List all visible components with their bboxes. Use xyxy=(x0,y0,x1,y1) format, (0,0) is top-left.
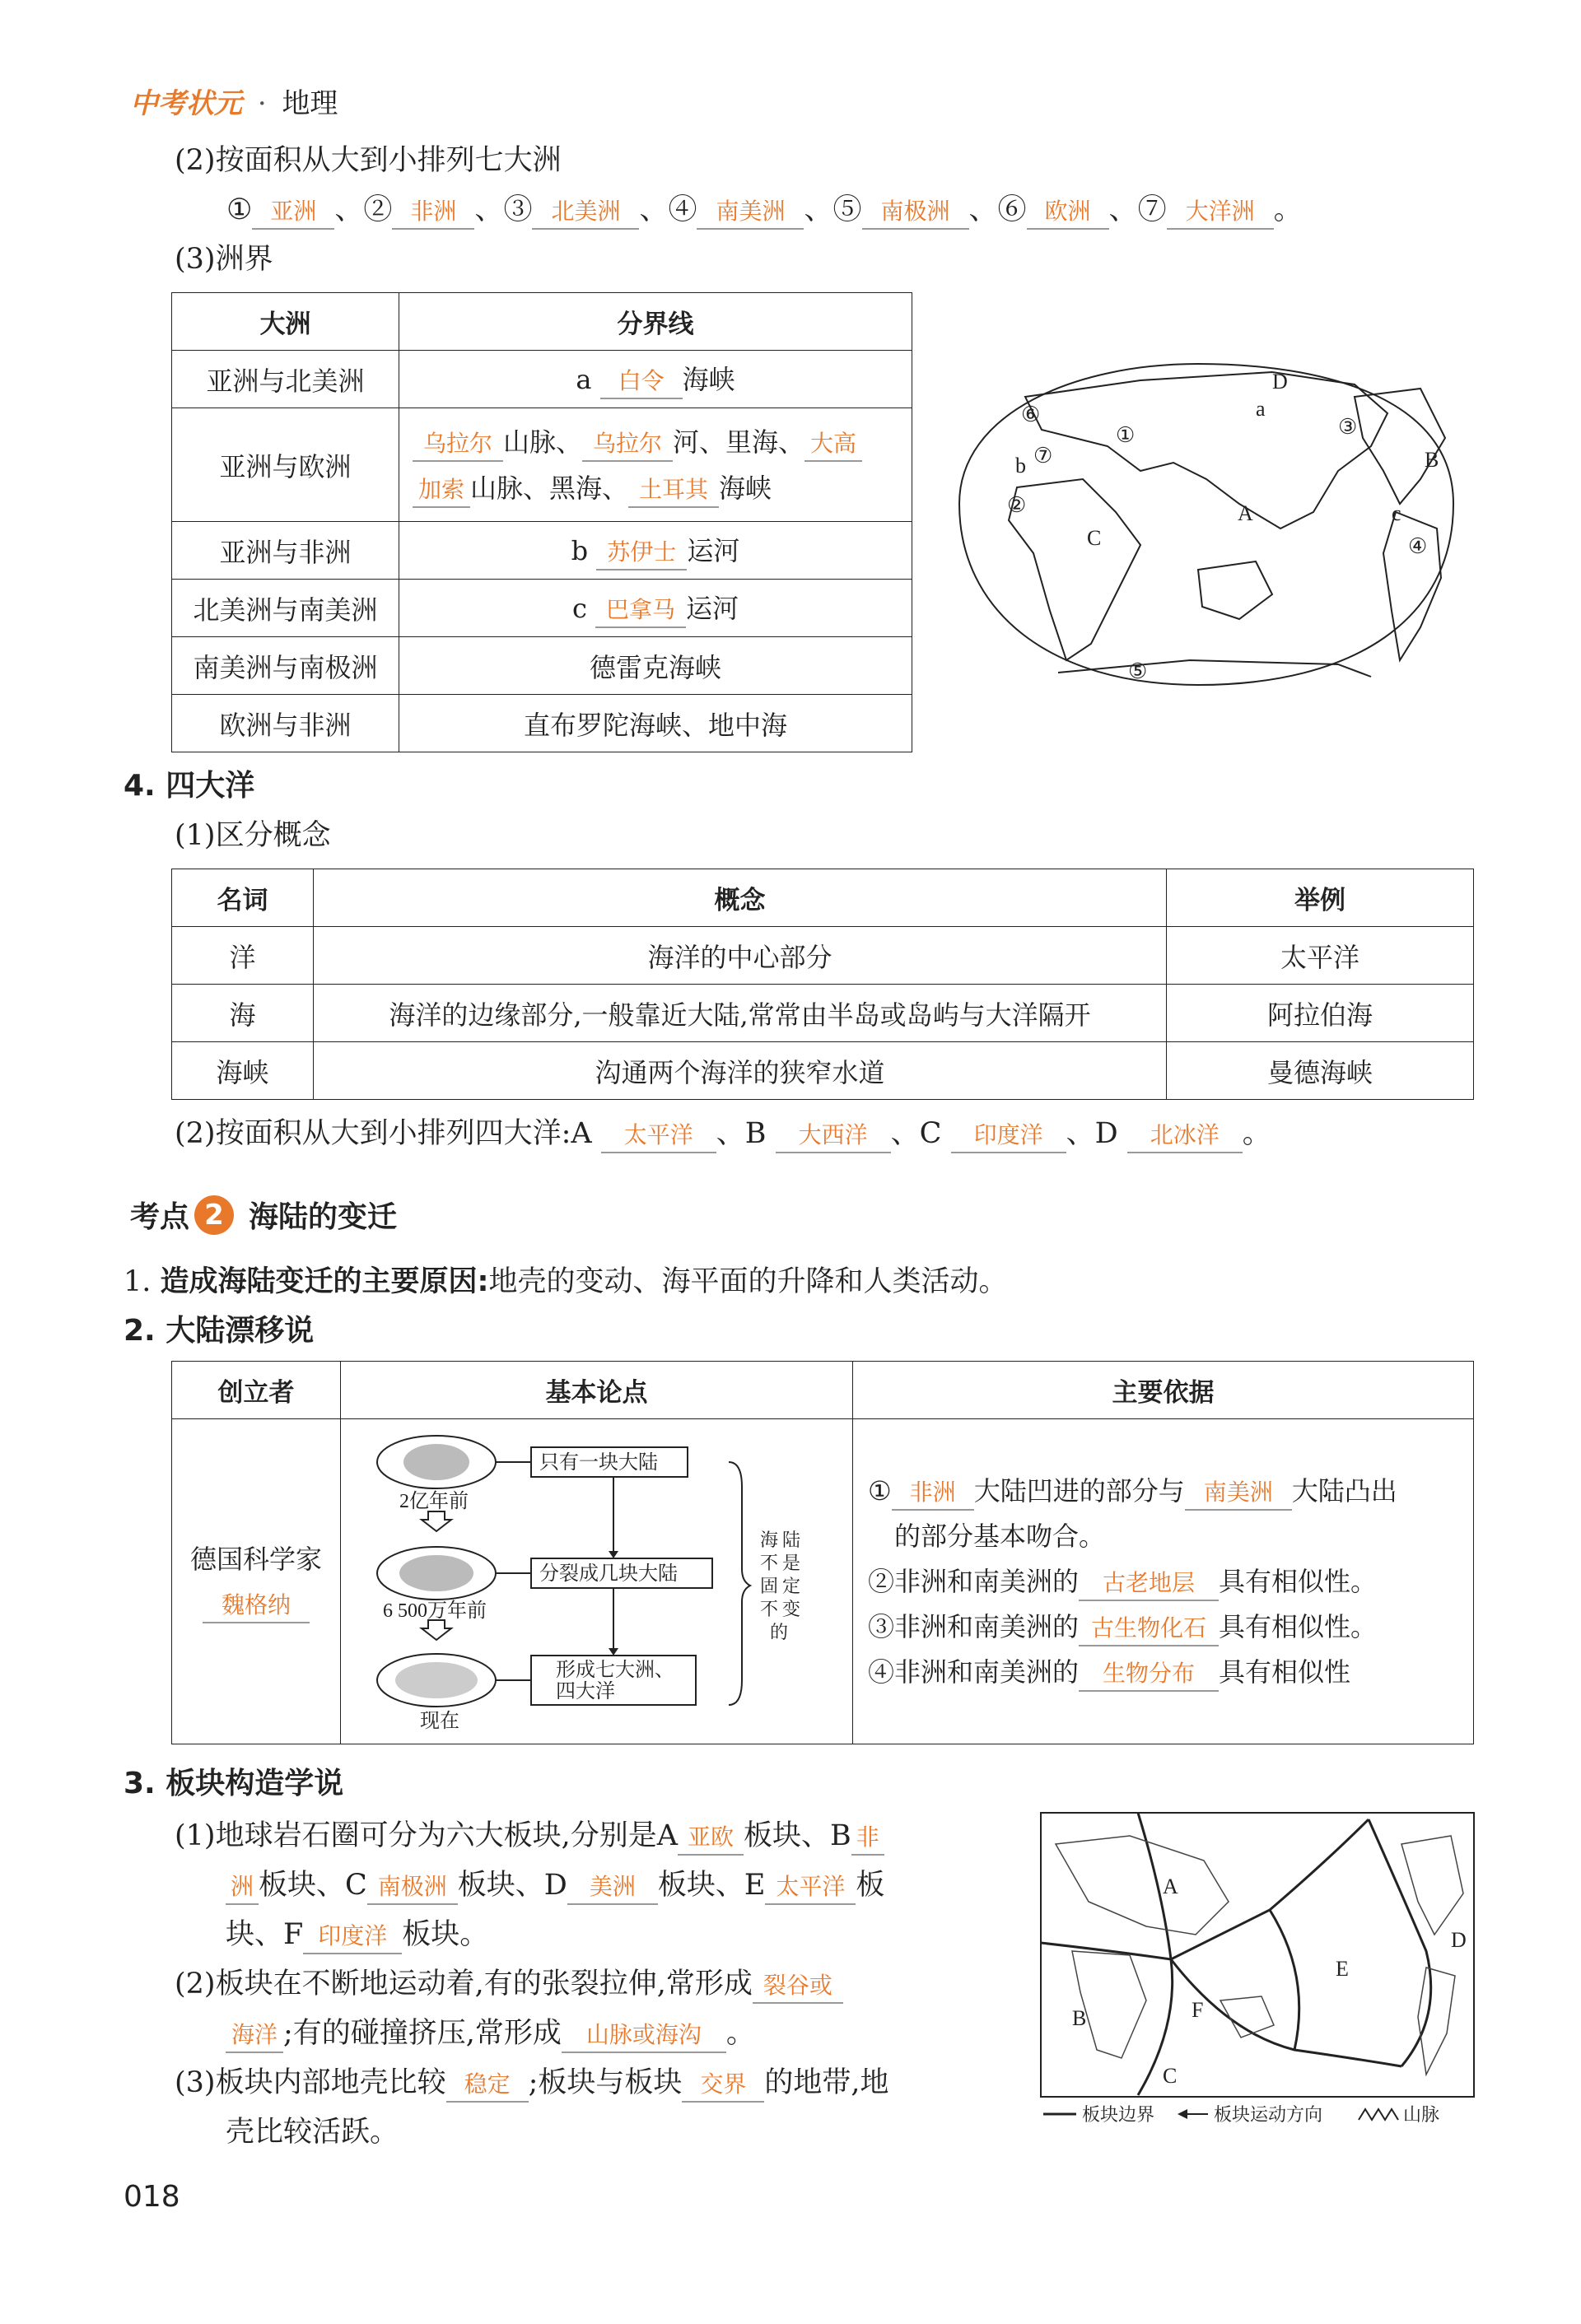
diagram-box-1: 只有一块大陆 xyxy=(539,1452,658,1474)
table-cell: c 巴拿马 运河 xyxy=(399,580,912,637)
world-map xyxy=(926,347,1478,693)
oceans-sub1: (1)区分概念 xyxy=(175,819,331,852)
legend-arrow-icon xyxy=(1178,2109,1208,2119)
plate-boundary-line xyxy=(1369,1819,1431,2066)
page-number: 018 xyxy=(124,2180,180,2214)
oceans-title: 4. 四大洋 xyxy=(124,769,255,803)
table-row: 洋 海洋的中心部分 太平洋 xyxy=(172,927,1474,985)
plate-boundary-line xyxy=(1138,1813,1173,2095)
side-note-char: 海 xyxy=(759,1530,778,1550)
answer-blank: 魏格纳 xyxy=(203,1589,310,1623)
globe-icon xyxy=(395,1662,478,1698)
map-label-c: c xyxy=(1392,501,1401,525)
legend-boundary: 板块边界 xyxy=(1082,2104,1155,2125)
diagram-cell xyxy=(341,1419,853,1744)
answer-blank: 大西洋 xyxy=(776,1119,891,1153)
side-note-char: 不 xyxy=(759,1599,778,1619)
continent-outline xyxy=(1418,1968,1455,2075)
answer-blank: 北冰洋 xyxy=(1127,1119,1243,1153)
order-number: ⑥ xyxy=(997,193,1027,226)
answer-blank: 非洲 xyxy=(392,195,474,230)
col-header-continent: 大洲 xyxy=(172,293,399,351)
map-label-A: A xyxy=(1238,501,1253,525)
boundary-title: (3)洲界 xyxy=(175,243,273,276)
col-header-boundary: 分界线 xyxy=(399,293,912,351)
col-header-concept: 概念 xyxy=(314,869,1167,927)
map-label-C: C xyxy=(1087,526,1102,550)
plate-map xyxy=(1039,1811,1476,2128)
oceans-order-line: (2)按面积从大到小排列四大洋:A 太平洋 、B 大西洋 、C 印度洋 、D 北冰洋 。 xyxy=(175,1111,1271,1156)
answer-blank: 太平洋 xyxy=(601,1119,716,1153)
continent-outline xyxy=(1401,1836,1463,1935)
table-row: 海 海洋的边缘部分,一般靠近大陆,常常由半岛或岛屿与大洋隔开 阿拉伯海 xyxy=(172,985,1474,1042)
col-header-term: 名词 xyxy=(172,869,314,927)
eurasia-shape xyxy=(1025,372,1387,529)
table-row-label: 欧洲与非洲 xyxy=(172,695,399,752)
table-cell: 直布罗陀海峡、地中海 xyxy=(399,695,912,752)
map-label-n1: ① xyxy=(1116,423,1136,447)
plate-boundary-line xyxy=(1171,1959,1401,2066)
map-label-n7: ⑦ xyxy=(1033,444,1053,468)
order-number: ⑤ xyxy=(832,193,862,226)
side-note-char: 变 xyxy=(781,1599,800,1619)
diagram-box-3a: 形成七大洲、 xyxy=(555,1660,674,1681)
diagram-box-2: 分裂成几块大陆 xyxy=(539,1563,678,1585)
table-cell: 乌拉尔 山脉、 乌拉尔 河、里海、 大高 加索 山脉、黑海、 土耳其 海峡 xyxy=(399,408,912,522)
plate-boundary-line xyxy=(1270,1910,1299,2050)
kaodian-heading xyxy=(130,1194,397,1236)
map-label-D: D xyxy=(1272,370,1288,394)
map-label-n4: ④ xyxy=(1408,534,1428,558)
order-number: ③ xyxy=(503,193,533,226)
plate-label-A: A xyxy=(1163,1875,1178,1898)
side-note-char: 的 xyxy=(769,1622,788,1642)
drift-title: 2. 大陆漂移说 xyxy=(124,1314,315,1348)
diagram-box-3b: 四大洋 xyxy=(555,1681,615,1702)
table-row-label: 北美洲与南美洲 xyxy=(172,580,399,637)
drift-diagram xyxy=(366,1429,828,1734)
time-label-3: 现在 xyxy=(419,1711,459,1732)
map-label-n2: ② xyxy=(1007,493,1027,517)
page-header xyxy=(130,81,338,121)
table-row-label: 亚洲与非洲 xyxy=(172,522,399,580)
side-note-char: 固 xyxy=(759,1576,778,1596)
order-number: ① xyxy=(226,193,253,226)
north-america-shape xyxy=(1355,389,1445,504)
plate-label-B: B xyxy=(1072,2006,1087,2030)
arrow-down-icon xyxy=(422,1620,451,1640)
map-label-a: a xyxy=(1256,397,1266,421)
table-row-label: 亚洲与北美洲 xyxy=(172,351,399,408)
order-number: ② xyxy=(363,193,393,226)
continent-outline xyxy=(1072,1951,1146,2058)
boundary-table xyxy=(171,292,912,752)
table-cell: b 苏伊士 运河 xyxy=(399,522,912,580)
answer-blank: 亚洲 xyxy=(252,195,334,230)
side-note-char: 是 xyxy=(781,1553,800,1573)
cause-line: 1. 造成海陆变迁的主要原因:地壳的变动、海平面的升降和人类活动。 xyxy=(124,1265,1008,1298)
answer-blank: 欧洲 xyxy=(1027,195,1109,230)
africa-shape xyxy=(1009,479,1140,660)
col-header-example: 举例 xyxy=(1167,869,1474,927)
col-header-argument: 基本论点 xyxy=(341,1362,853,1419)
continent-outline xyxy=(1056,1836,1229,1935)
legend-mountain: 山脉 xyxy=(1403,2104,1440,2125)
map-label-n3: ③ xyxy=(1338,415,1358,439)
arrow-down-icon xyxy=(422,1511,451,1531)
plate-label-D: D xyxy=(1451,1928,1467,1952)
plate-title: 3. 板块构造学说 xyxy=(124,1767,344,1800)
answer-blank: 白令 xyxy=(600,365,683,399)
side-note-char: 陆 xyxy=(781,1530,800,1550)
oceans-table xyxy=(171,869,1474,1100)
col-header-evidence: 主要依据 xyxy=(853,1362,1474,1419)
header-subject: 地理 xyxy=(282,87,338,120)
drift-table xyxy=(171,1361,1474,1744)
mountain-icon xyxy=(1359,2109,1398,2120)
table-row: 海峡 沟通两个海洋的狭窄水道 曼德海峡 xyxy=(172,1042,1474,1100)
legend-direction: 板块运动方向 xyxy=(1214,2104,1323,2125)
table-row-label: 南美洲与南极洲 xyxy=(172,637,399,695)
answer-blank: 印度洋 xyxy=(951,1119,1066,1153)
table-cell: 德雷克海峡 xyxy=(399,637,912,695)
plate-label-C: C xyxy=(1163,2064,1178,2088)
order-number: ⑦ xyxy=(1137,193,1167,226)
side-note-char: 定 xyxy=(781,1576,800,1596)
continents-order-prompt: (2)按面积从大到小排列七大洲 xyxy=(175,144,562,177)
answer-blank: 北美洲 xyxy=(532,195,639,230)
answer-blank: 大洋洲 xyxy=(1167,195,1274,230)
table-row-label: 亚洲与欧洲 xyxy=(172,408,399,522)
answer-blank: 南极洲 xyxy=(862,195,969,230)
plate-text: (1)地球岩石圈可分为六大板块,分别是A 亚欧 板块、B 非 洲 板块、C 南极洲 板块、D 美洲 板块、E 太平洋 板 块、F 印度洋 板块。 (2)板块在不断地运动着,有的张裂拉伸,常形成 裂谷或 海洋 ;有的碰撞挤压,常形成 山脉或海沟 。 (3)板块内部地壳比较 稳定 ;板块与板块 交界 的地带,地 壳比较活跃。 xyxy=(175,1819,889,2149)
answer-blank: 南美洲 xyxy=(697,195,804,230)
side-note-char: 不 xyxy=(759,1553,778,1573)
time-label-1: 2亿年前 xyxy=(399,1491,469,1512)
globe-icon xyxy=(403,1444,469,1480)
continents-order-line: ① 亚洲 、② 非洲 、③ 北美洲 、④ 南美洲 、⑤ 南极洲 、⑥ 欧洲 、⑦ 大洋洲 。 xyxy=(226,188,1303,232)
order-number: ④ xyxy=(668,193,697,226)
table-cell: a 白令 海峡 xyxy=(399,351,912,408)
brand-logo: 中考状元 xyxy=(130,87,242,120)
globe-icon xyxy=(399,1555,473,1591)
plate-label-E: E xyxy=(1336,1957,1349,1981)
map-label-n5: ⑤ xyxy=(1128,659,1148,683)
plate-label-F: F xyxy=(1192,1998,1204,2022)
time-label-2: 6 500万年前 xyxy=(382,1600,487,1622)
australia-shape xyxy=(1198,561,1272,619)
col-header-founder: 创立者 xyxy=(172,1362,341,1419)
header-dot: · xyxy=(257,87,267,120)
map-label-B: B xyxy=(1425,448,1439,472)
map-label-n6: ⑥ xyxy=(1021,403,1041,426)
kaodian-label: 考点 xyxy=(130,1200,190,1234)
kaodian-title: 海陆的变迁 xyxy=(249,1200,398,1234)
founder-cell: 德国科学家 魏格纳 xyxy=(172,1419,341,1744)
evidence-cell: ① 非洲 大陆凹进的部分与 南美洲 大陆凸出 的部分基本吻合。 ②非洲和南美洲的 古老地层 具有相似性。 ③非洲和南美洲的 古生物化石 具有相似性。 ④非洲和南美洲的 生物分布 具有相似性 xyxy=(853,1419,1474,1744)
kaodian-number: 2 xyxy=(194,1195,234,1235)
map-label-b: b xyxy=(1015,454,1026,477)
